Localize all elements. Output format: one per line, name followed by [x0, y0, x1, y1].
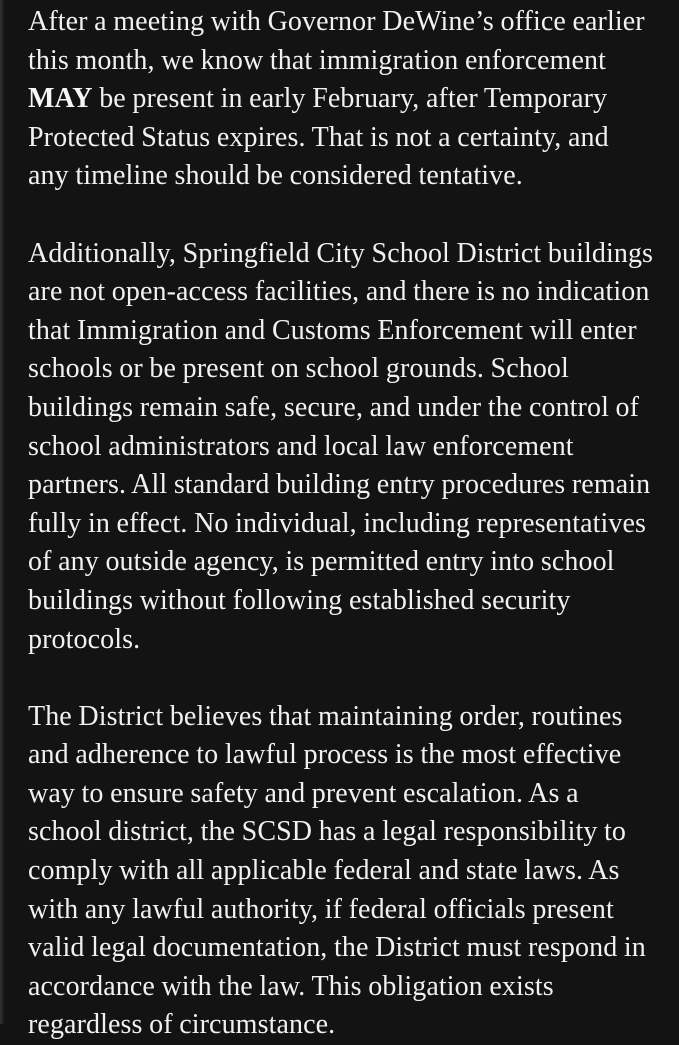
paragraph-legal-obligation: The District believes that maintaining order, routines and adherence to lawful process is the most effective way to ensure safety and prevent escalation. As a school district, the SCSD has a legal responsibility to comply with all applicable federal and state laws. As with any lawful authority, if federal officials present valid legal documentation, the District must respond in accordance with the law. This obligation exists regardless of circumstance. [28, 700, 646, 1041]
paragraph-timeline-lead: After a meeting with Governor DeWine’s office earlier this month, we know that immigration enforcement [28, 6, 645, 76]
paragraph-timeline-tail: be present in early February, after Temporary Protected Status expires. That is not a certainty, and any timeline should be considered tentative. [28, 83, 609, 192]
paragraph-timeline [28, 3, 655, 196]
paragraph-timeline-emphasis-may: MAY [28, 83, 93, 115]
paragraph-building-security: Additionally, Springfield City School District buildings are not open-access facilities, and there is no indication that Immigration and Customs Enforcement will enter schools or be present on school grounds. School buildings remain safe, secure, and under the control of school administrators and local law enforcement partners. All standard building entry procedures remain fully in effect. No individual, including representatives of any outside agency, is permitted entry into school buildings without following established security protocols. [28, 237, 654, 655]
